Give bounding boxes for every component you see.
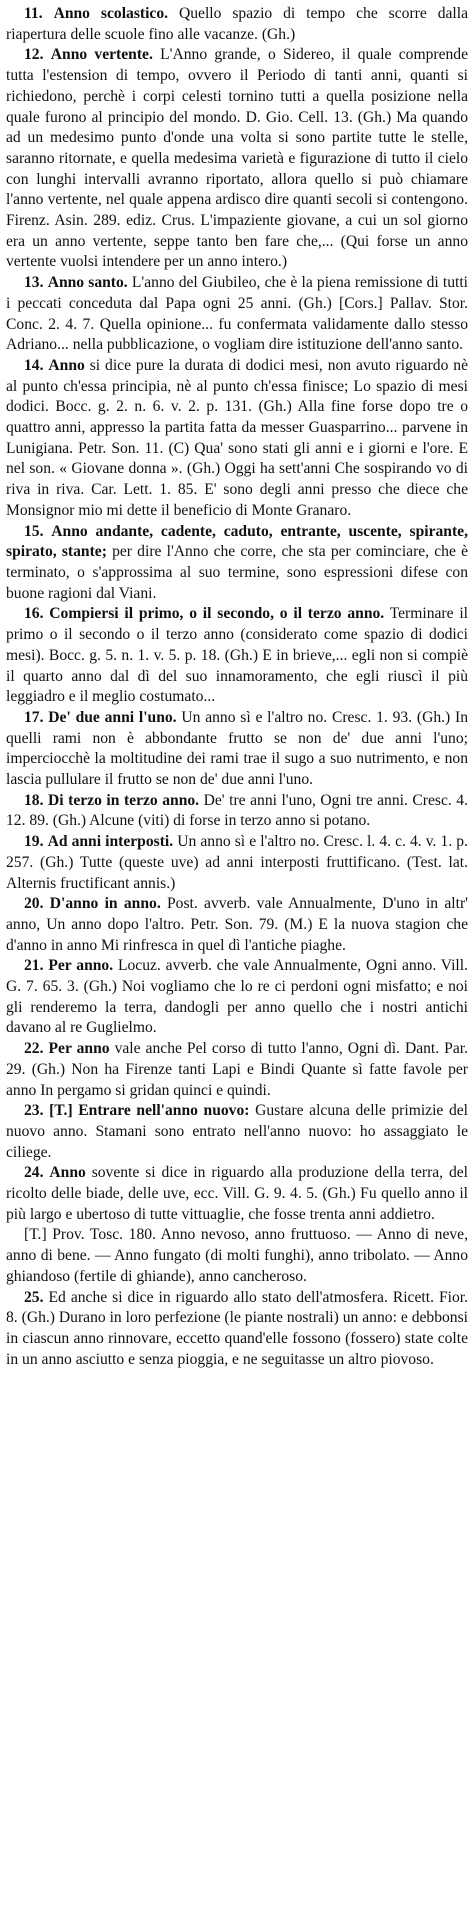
- entry-number: 16.: [24, 605, 44, 623]
- entry-text: sovente si dice in riguardo alla produzione della terra, del ricolto delle biade, delle uve, ecc. Vill. G. 9. 4. 5. (Gh.) Fu quello anno il più largo e ubertoso di tutte vittuaglie, che fosse trenta anni addietro.: [6, 1164, 469, 1223]
- dictionary-entry: [6, 4, 468, 45]
- dictionary-entry: [6, 832, 468, 894]
- entry-text: vale anche Pel corso di tutto l'anno, Ogni dì. Dant. Par. 29. (Gh.) Non ha Firenze tanti Lapi e Bindi Quante sì fatte favole per anno In pergamo si gridan quinci e quindi.: [6, 1040, 468, 1099]
- entry-number: 12.: [24, 46, 44, 64]
- entry-headword: Anno andante, cadente, caduto, entrante, uscente, spirante, spirato, stante;: [6, 522, 468, 561]
- entry-number: 20.: [24, 895, 44, 913]
- entry-text: Un anno sì e l'altro no. Cresc. l. 4. c. 4. v. 1. p. 257. (Gh.) Tutte (queste uve) ad anni interposti fruttificano. (Test. lat. Alternis fructificant annis.): [6, 833, 468, 892]
- entry-headword: Per anno.: [48, 957, 114, 975]
- dictionary-entry: [6, 956, 468, 1039]
- entry-number: 14.: [24, 356, 44, 374]
- entry-text: per dire l'Anno che corre, che sta per cominciare, che è terminato, o s'approssima al suo termine, sono espressioni difese con buone ragioni dal Viani.: [6, 543, 468, 602]
- entry-text: Un anno sì e l'altro no. Cresc. 1. 93. (Gh.) In quelli rami non è abbondante frutto se non de' due anni l'uno; imperciocchè la moltitudine dei rami trae il sugo a suo nutrimento, e non lascia pullulare il frutto se non de' due anni l'uno.: [6, 708, 468, 789]
- entry-number: 22.: [24, 1040, 44, 1058]
- dictionary-entry: [6, 604, 468, 708]
- entry-headword: Di terzo in terzo anno.: [48, 791, 200, 809]
- entry-text: Terminare il primo o il secondo o il terzo anno (considerato come spazio di dodici mesi). Bocc. g. 5. n. 1. v. 5. p. 18. (Gh.) E in brieve,... egli non si compiè il quarto anno dal dì del suo innamoramento, che egli riuscì il più leggiadro e il meglio costumato...: [6, 605, 468, 706]
- dictionary-entry: [6, 522, 468, 605]
- entry-headword: Anno: [49, 1164, 86, 1182]
- entry-number: 17.: [24, 708, 44, 726]
- entry-number: 15.: [24, 522, 44, 540]
- entry-number: 18.: [24, 791, 44, 809]
- entry-number: 11.: [24, 5, 43, 22]
- dictionary-entry: [6, 708, 468, 791]
- entry-headword: Compiersi il primo, o il secondo, o il terzo anno.: [49, 605, 385, 623]
- entry-headword: Anno scolastico.: [53, 5, 169, 22]
- entry-text: L'anno del Giubileo, che è la piena remissione di tutti i peccati conceduta dal Papa ogni 25 anni. (Gh.) [Cors.] Pallav. Stor. Conc. 2. 4. 7. Quella opinione... fu confermata validamente dallo stesso Adriano... nella pubblicazione, o vogliam dire istituzione dell'anno santo.: [6, 274, 469, 354]
- entry-headword: De' due anni l'uno.: [48, 708, 177, 726]
- entry-number: 13.: [24, 274, 44, 292]
- entry-text: [T.] Prov. Tosc. 180. Anno nevoso, anno fruttuoso. — Anno di neve, anno di bene. — Anno fungato (di molti funghi), anno tribolato. — Anno ghiandoso (fertile di ghiande), anno cancheroso.: [6, 1226, 468, 1285]
- dictionary-entry: [6, 1101, 468, 1163]
- entry-text: Locuz. avverb. che vale Annualmente, Ogni anno. Vill. G. 7. 65. 3. (Gh.) Noi vogliamo che lo re ci perdoni ogni misfatto; e noi gli renderemo la terra, dandogli per anno quello che i nostri antichi davano al re Guglielmo.: [6, 957, 468, 1037]
- dictionary-entry: [6, 1163, 468, 1225]
- dictionary-entry: [6, 356, 468, 522]
- entry-text: Quello spazio di tempo che scorre dalla riapertura delle scuole fino alle vacanze. (Gh.): [6, 5, 468, 43]
- dictionary-page: [6, 4, 468, 1370]
- entry-headword: Anno: [48, 356, 85, 374]
- dictionary-entry: [6, 791, 468, 832]
- entry-text: De' tre anni l'uno, Ogni tre anni. Cresc. 4. 12. 89. (Gh.) Alcune (viti) di forse in terzo anno si potano.: [6, 791, 468, 830]
- entry-headword: [T.] Entrare nell'anno nuovo:: [49, 1102, 250, 1120]
- dictionary-entry: [6, 273, 468, 356]
- entry-text: Gustare alcuna delle primizie del nuovo anno. Stamani sono entrato nell'anno nuovo: ho assaggiato le ciliege.: [6, 1102, 468, 1161]
- entry-number: 21.: [24, 957, 44, 975]
- dictionary-entry: [6, 894, 468, 956]
- entry-headword: D'anno in anno.: [49, 895, 161, 913]
- entry-number: 25.: [24, 1288, 44, 1306]
- entry-headword: Anno vertente.: [50, 46, 153, 64]
- entry-number: 24.: [24, 1164, 44, 1182]
- entry-text: L'Anno grande, o Sidereo, il quale comprende tutta l'estension di tempo, ovvero il Periodo di tanti anni, quanti si richiedono, perchè i corpi celesti tornino tutti a quella posizione nella quale furono al principio del mondo. D. Gio. Cell. 13. (Gh.) Ma quando ad un medesimo punto d'onde una volta si sono partite tutte le stelle, saranno ritornate, e quella medesima varietà e figurazione di tutto il cielo con lunghi intervalli avranno riportato, allora quello si può chiamare l'anno vertente, nel quale appena ardisco dire quanti secoli si contengono. Firenz. Asin. 289. ediz. Crus. L'impaziente giovane, a cui un sol giorno era un anno vertente, seppe tanto ben fare che,... (Qui forse un anno vertente vuolsi intendere per un anno intero.): [6, 46, 469, 271]
- entry-number: 19.: [24, 833, 44, 851]
- entry-headword: Anno santo.: [47, 274, 128, 292]
- dictionary-entry: [6, 45, 468, 273]
- entry-text: Ed anche si dice in riguardo allo stato dell'atmosfera. Ricett. Fior. 8. (Gh.) Durano in loro perfezione (le piante nostrali) un anno: e debbonsi in ciascun anno rinnovare, eccetto quand'elle fossono (fossero) state colte in un anno asciutto e senza pioggia, e ne seguitasse un altro piovoso.: [6, 1288, 468, 1368]
- dictionary-entry: [6, 1288, 468, 1371]
- dictionary-entry: [6, 1225, 468, 1287]
- entry-headword: Per anno: [48, 1040, 110, 1058]
- dictionary-entry: [6, 1039, 468, 1101]
- entry-text: Post. avverb. vale Annualmente, D'uno in altr' anno, Un anno dopo l'altro. Petr. Son. 79. (M.) E la nuova stagion che d'anno in anno Mi rinfresca in quel dì l'antiche piaghe.: [6, 895, 468, 954]
- entry-text: si dice pure la durata di dodici mesi, non avuto riguardo nè al punto ch'essa principia, nè al punto ch'essa finisce; Lo spazio di mesi dodici. Bocc. g. 2. n. 6. v. 2. p. 131. (Gh.) Alla fine forse dopo tre o quattro anni, appresso la partita fatta da messer Guasparrino... parvene in Lunigiana. Petr. Son. 11. (C) Qua' sono stati gli anni e i giorni e l'ore. E nel son. « Giovane donna ». (Gh.) Oggi ha sett'anni Che sospirando vo di riva in riva. Car. Lett. 1. 85. E' sono degli anni presso che diece che Monsignor mio mi dette il beneficio di Monte Granaro.: [6, 356, 468, 519]
- entry-number: 23.: [24, 1102, 44, 1120]
- entry-headword: Ad anni interposti.: [47, 833, 174, 851]
